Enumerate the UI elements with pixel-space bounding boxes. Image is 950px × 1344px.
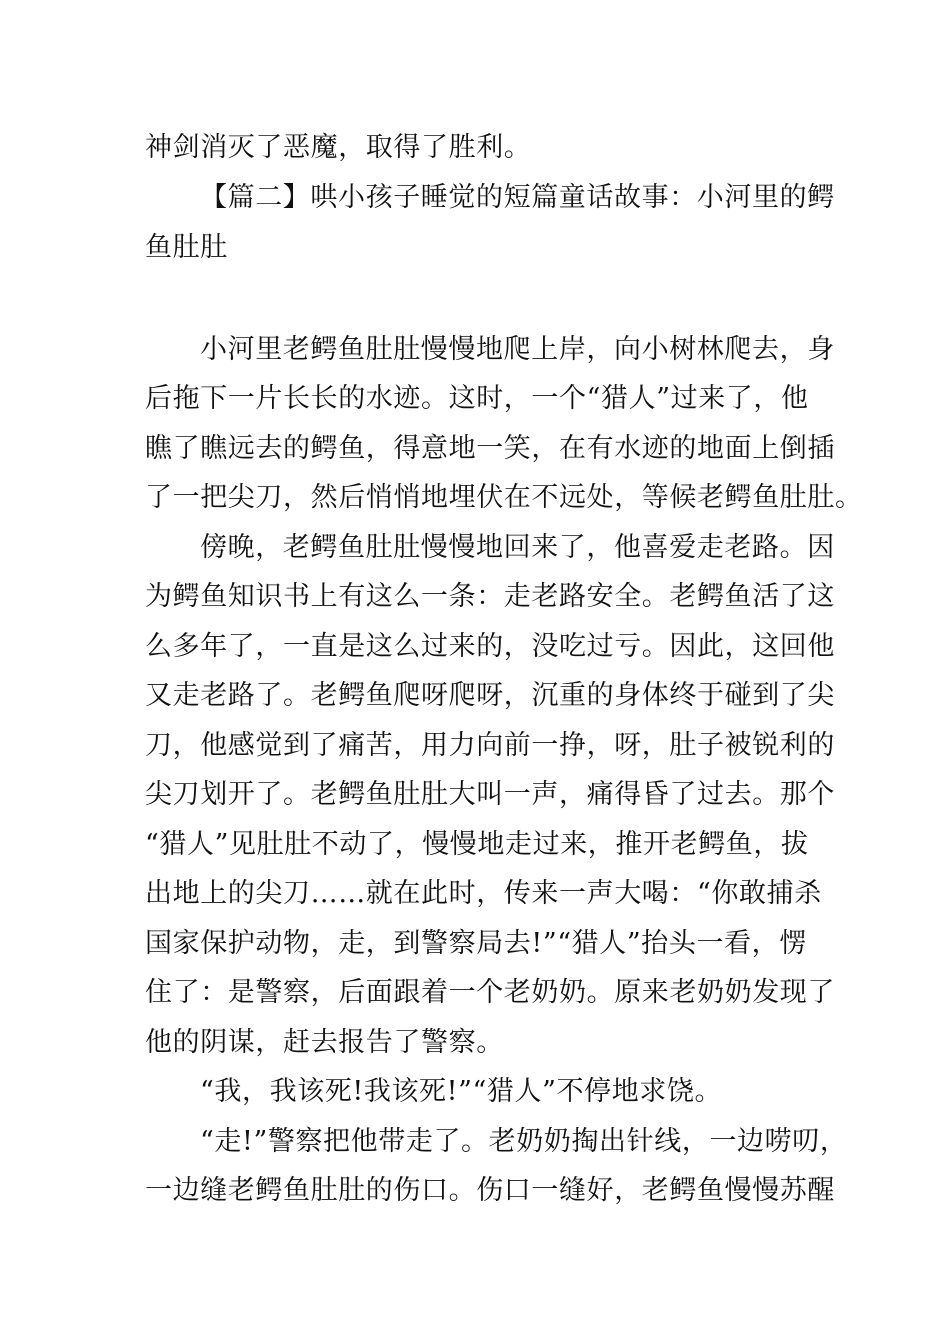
text-line: 他的阴谋，赶去报告了警察。: [145, 1027, 504, 1058]
text-line: 尖刀划开了。老鳄鱼肚肚大叫一声，痛得昏了过去。那个: [145, 779, 835, 810]
paragraph-first-line: 小河里老鳄鱼肚肚慢慢地爬上岸，向小树林爬去，身: [200, 334, 835, 365]
text-line: 神剑消灭了恶魔，取得了胜利。: [145, 132, 532, 163]
text-line: 后拖下一片长长的水迹。这时，一个“猎人”过来了，他: [145, 383, 809, 414]
text-line: 刀，他感觉到了痛苦，用力向前一挣，呀，肚子被锐利的: [145, 730, 835, 761]
text-line: 么多年了，一直是这么过来的，没吃过亏。因此，这回他: [145, 631, 835, 662]
text-line: 国家保护动物，走，到警察局去!”“猎人”抬头一看，愣: [145, 928, 807, 959]
text-line: 为鳄鱼知识书上有这么一条：走老路安全。老鳄鱼活了这: [145, 581, 835, 612]
paragraph-first-line: “我，我该死!我该死!”“猎人”不停地求饶。: [200, 1076, 723, 1107]
section-heading-line: 鱼肚肚: [145, 232, 228, 263]
paragraph-first-line: “走!”警察把他带走了。老奶奶掏出针线，一边唠叨，: [200, 1126, 848, 1157]
text-line: 住了：是警察，后面跟着一个老奶奶。原来老奶奶发现了: [145, 977, 835, 1008]
text-line: 一边缝老鳄鱼肚肚的伤口。伤口一缝好，老鳄鱼慢慢苏醒: [145, 1175, 835, 1206]
text-line: 了一把尖刀，然后悄悄地埋伏在不远处，等候老鳄鱼肚肚。: [145, 482, 863, 513]
text-line: “猎人”见肚肚不动了，慢慢地走过来，推开老鳄鱼，拔: [145, 829, 809, 860]
text-line: 又走老路了。老鳄鱼爬呀爬呀，沉重的身体终于碰到了尖: [145, 680, 835, 711]
text-line: 出地上的尖刀……就在此时，传来一声大喝：“你敢捕杀: [145, 878, 822, 909]
section-heading-line: 【篇二】哄小孩子睡觉的短篇童话故事：小河里的鳄: [200, 182, 835, 213]
text-line: 瞧了瞧远去的鳄鱼，得意地一笑，在有水迹的地面上倒插: [145, 433, 835, 464]
paragraph-first-line: 傍晚，老鳄鱼肚肚慢慢地回来了，他喜爱走老路。因: [200, 532, 835, 563]
